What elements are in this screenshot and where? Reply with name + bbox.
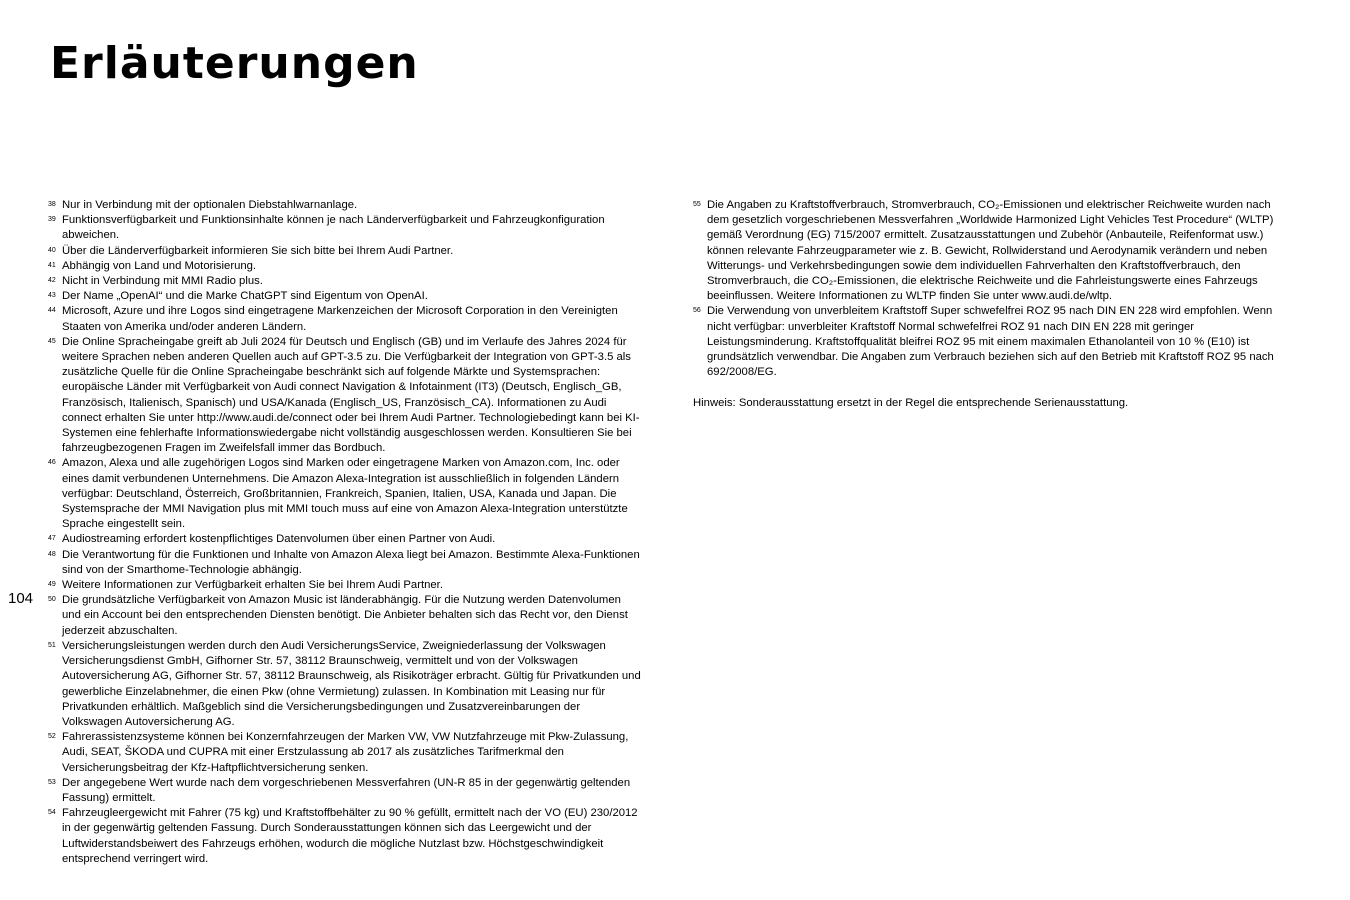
footnote-number: 46 [48, 459, 56, 467]
footnote-46 [48, 456, 642, 532]
footnote-55 [693, 198, 1287, 304]
footnote-text: Über die Länderverfügbarkeit informieren Sie sich bitte bei Ihrem Audi Partner. [62, 244, 454, 257]
footnote-text: Die Angaben zu Kraftstoffverbrauch, Stromverbrauch, CO₂-Emissionen und elektrischer Reichweite wurden nach dem gesetzlich vorgeschriebenen Messverfahren „Worldwide Harmonized Light Vehicles Test Procedure“ (WLTP) gemäß Verordnung (EG) 715/2007 ermittelt. Zusatzausstattungen und Zubehör (Anbauteile, Reifenformat usw.) können relevante Fahrzeugparameter wie z. B. Gewicht, Rollwiderstand und Aerodynamik verändern und neben Witterungs- und Verkehrsbedingungen sowie dem individuellen Fahrverhalten den Kraftstoffverbrauch, den Stromverbrauch, die CO₂-Emissionen, die elektrische Reichweite und die Fahrleistungswerte eines Fahrzeugs beeinflussen. Weitere Informationen zu WLTP finden Sie unter www.audi.de/wltp. [707, 199, 1274, 303]
footnote-44 [48, 304, 642, 334]
footnote-number: 41 [48, 261, 56, 269]
footnote-51 [48, 639, 642, 730]
footnote-text: Die Verwendung von unverbleitem Kraftstoff Super schwefelfrei ROZ 95 nach DIN EN 228 wird empfohlen. Wenn nicht verfügbar: unverbleiter Kraftstoff Normal schwefelfrei ROZ 91 nach DIN EN 228 mit geringer Leistungsminderung. Kraftstoffqualität bleifrei ROZ 95 mit einem maximalen Ethanolanteil von 10 % (E10) ist grundsätzlich verwendbar. Die Angaben zum Verbrauch beziehen sich auf den Betrieb mit Kraftstoff ROZ 95 nach 692/2008/EG. [707, 305, 1274, 379]
footnote-53 [48, 776, 642, 806]
footnote-text: Der angegebene Wert wurde nach dem vorgeschriebenen Messverfahren (UN-R 85 in der gegenwärtig geltenden Fassung) ermittelt. [62, 776, 631, 804]
page-number: 104 [8, 590, 34, 607]
footnote-text: Fahrzeugleergewicht mit Fahrer (75 kg) und Kraftstoffbehälter zu 90 % gefüllt, ermittelt nach der VO (EU) 230/2012 in der gegenwärtig geltenden Fassung. Durch Sonderausstattungen können sich das Leergewicht und der Luftwiderstandsbeiwert des Fahrzeugs erhöhen, wodurch die mögliche Nutzlast bzw. Höchstgeschwindigkeit entsprechend verringert wird. [62, 807, 638, 865]
footnotes-right-column [693, 198, 1287, 411]
footnote-text: Der Name „OpenAI“ und die Marke ChatGPT sind Eigentum von OpenAI. [62, 290, 428, 303]
footnote-number: 50 [48, 596, 56, 604]
footnote-text: Weitere Informationen zur Verfügbarkeit erhalten Sie bei Ihrem Audi Partner. [62, 579, 443, 592]
footnote-text: Die grundsätzliche Verfügbarkeit von Amazon Music ist länderabhängig. Für die Nutzung werden Datenvolumen und ein Account bei den entsprechenden Diensten benötigt. Die Anbieter behalten sich das Recht vor, den Dienst jederzeit abzuschalten. [62, 594, 628, 637]
footnote-54 [48, 806, 642, 867]
footnote-number: 56 [693, 307, 701, 315]
footnote-text: Fahrerassistenzsysteme können bei Konzernfahrzeugen der Marken VW, VW Nutzfahrzeuge mit Pkw-Zulassung, Audi, SEAT, ŠKODA und CUPRA mit einer Erstzulassung ab 2017 als zusätzliches Tarifmerkmal den Versicherungsbeitrag der Kfz-Haftpflichtversicherung senken. [62, 731, 629, 774]
footnote-50 [48, 593, 642, 639]
page-title: Erläuterungen [50, 38, 419, 89]
footnote-text: Microsoft, Azure und ihre Logos sind eingetragene Markenzeichen der Microsoft Corporation in den Vereinigten Staaten von Amerika und/oder anderen Ländern. [62, 305, 618, 333]
footnote-40 [48, 244, 642, 259]
footnote-text: Nicht in Verbindung mit MMI Radio plus. [62, 275, 263, 288]
footnotes-left-column [48, 198, 642, 867]
hint-text: Hinweis: Sonderausstattung ersetzt in der Regel die entsprechende Serienausstattung. [693, 396, 1129, 409]
footnote-number: 48 [48, 550, 56, 558]
footnote-number: 53 [48, 778, 56, 786]
footnote-number: 54 [48, 809, 56, 817]
footnote-number: 55 [693, 201, 701, 208]
footnote-number: 40 [48, 246, 56, 254]
footnote-text: Die Verantwortung für die Funktionen und Inhalte von Amazon Alexa liegt bei Amazon. Bestimmte Alexa-Funktionen sind von der Smarthome-Technologie abhängig. [62, 548, 640, 576]
footnote-text: Nur in Verbindung mit der optionalen Diebstahlwarnanlage. [62, 199, 358, 211]
footnote-52 [48, 730, 642, 776]
footnote-number: 45 [48, 337, 56, 345]
footnote-49 [48, 578, 642, 593]
footnote-number: 44 [48, 307, 56, 315]
footnote-text: Amazon, Alexa und alle zugehörigen Logos sind Marken oder eingetragene Marken von Amazon.com, Inc. oder eines damit verbundenen Unternehmens. Die Amazon Alexa-Integration ist ausschließlich in folgenden Ländern verfügbar: Deutschland, Österreich, Großbritannien, Frankreich, Spanien, Italien, USA, Kanada und Japan. Die Systemsprache der MMI Navigation plus mit MMI touch muss auf eine von Amazon Alexa-Integration unterstützte Sprache eingestellt sein. [62, 457, 628, 531]
footnote-number: 51 [48, 641, 56, 649]
footnote-39 [48, 213, 642, 243]
footnote-number: 52 [48, 733, 56, 741]
footnote-56 [693, 304, 1287, 380]
footnote-text: Die Online Spracheingabe greift ab Juli 2024 für Deutsch und Englisch (GB) und im Verlaufe des Jahres 2024 für weitere Sprachen neben anderen Quellen auch auf GPT-3.5 zu. Die Verfügbarkeit der Integration von GPT-3.5 als zusätzliche Quelle für die Online Spracheingabe beschränkt sich auf folgende Märkte und Systemsprachen: europäische Länder mit Verfügbarkeit von Audi connect Navigation & Infotainment (IT3) (Deutsch, Englisch_GB, Französisch, Italienisch, Spanisch) und USA/Kanada (Englisch_US, Französisch_CA). Informationen zu Audi connect erhalten Sie unter http://www.audi.de/connect oder bei Ihrem Audi Partner. Technologiebedingt kann bei KI-Systemen eine fehlerhafte Informationswiedergabe nicht vollständig ausgeschlossen werden. Konsultieren Sie bei fahrzeugbezogenen Fragen im Zweifelsfall immer das Bordbuch. [62, 335, 640, 455]
footnote-48 [48, 548, 642, 578]
footnote-42 [48, 274, 642, 289]
footnote-number: 38 [48, 201, 56, 208]
footnote-45 [48, 335, 642, 457]
footnote-number: 47 [48, 535, 56, 543]
footnote-number: 49 [48, 581, 56, 589]
footnote-number: 43 [48, 292, 56, 300]
footnote-text: Funktionsverfügbarkeit und Funktionsinhalte können je nach Länderverfügbarkeit und Fahrzeugkonfiguration abweichen. [62, 214, 605, 242]
footnote-47 [48, 532, 642, 547]
footnote-text: Audiostreaming erfordert kostenpflichtiges Datenvolumen über einen Partner von Audi. [62, 533, 496, 546]
footnote-text: Versicherungsleistungen werden durch den Audi VersicherungsService, Zweigniederlassung der Volkswagen Versicherungsdienst GmbH, Gifhorner Str. 57, 38112 Braunschweig, vermittelt und von der Volkswagen Autoversicherung AG, Gifhorner Str. 57, 38112 Braunschweig, als Risikoträger erbracht. Gültig für Privatkunden und gewerbliche Einzelabnehmer, die einen Pkw (ohne Vermietung) zulassen. In Kombination mit Leasing nur für Privatkunden erhältlich. Maßgeblich sind die Versicherungsbedingungen und Zusatzvereinbarungen der Volkswagen Autoversicherung AG. [62, 639, 641, 728]
footnote-38 [48, 198, 642, 213]
footnote-number: 39 [48, 216, 56, 224]
footnote-number: 42 [48, 277, 56, 285]
footnote-41 [48, 259, 642, 274]
footnote-text: Abhängig von Land und Motorisierung. [62, 259, 257, 272]
footnote-43 [48, 289, 642, 304]
